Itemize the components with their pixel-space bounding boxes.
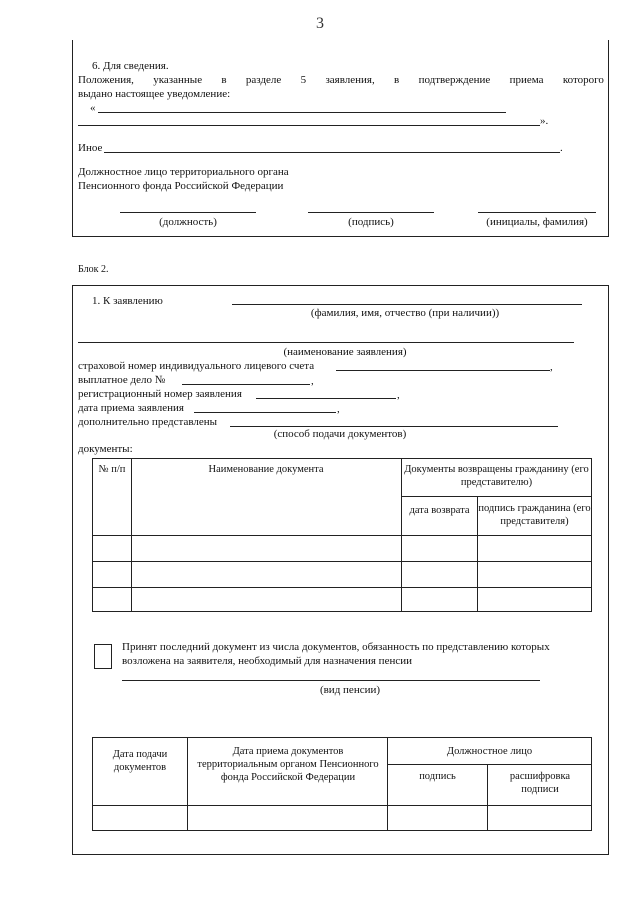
pension-type-line[interactable]	[122, 680, 540, 681]
body-word: в	[394, 74, 400, 86]
payment-comma: ,	[311, 375, 314, 387]
insurance-number-label: страховой номер индивидуального лицевого счета	[78, 360, 315, 372]
section6-title: 6. Для сведения.	[92, 60, 169, 72]
col-official-header: Должностное лицо	[446, 746, 533, 757]
position-caption: (должность)	[159, 216, 217, 228]
col-returned-header: Документы возвращены гражданину (его представителю)	[404, 464, 589, 489]
application-name-caption: (наименование заявления)	[283, 346, 407, 358]
official-line2: Пенсионного фонда Российской Федерации	[78, 180, 284, 192]
to-application-label: 1. К заявлению	[92, 295, 163, 307]
col-name-header: Наименование документа	[208, 464, 324, 475]
insurance-number-line[interactable]	[336, 370, 550, 371]
reg-number-line[interactable]	[256, 398, 396, 399]
date-comma: ,	[337, 403, 340, 415]
body-word: указанные	[153, 74, 203, 86]
name-caption: (инициалы, фамилия)	[486, 216, 588, 228]
body-word: 5	[300, 74, 307, 86]
additional-line[interactable]	[230, 426, 558, 427]
documents-label: документы:	[78, 443, 133, 455]
fio-caption: (фамилия, имя, отчество (при наличии))	[310, 307, 500, 319]
other-end: .	[560, 142, 563, 154]
col-num-header: № п/п	[98, 464, 126, 475]
receipt-date-line[interactable]	[194, 412, 336, 413]
accepted-checkbox[interactable]	[94, 644, 112, 669]
name-line[interactable]	[478, 212, 596, 213]
payment-case-label: выплатное дело №	[78, 374, 166, 386]
col-return-sign-header: подпись гражданина (его представителя)	[478, 503, 591, 528]
fio-line[interactable]	[232, 304, 582, 305]
page-number: 3	[316, 15, 324, 32]
additional-label: дополнительно представлены	[78, 416, 218, 428]
pension-type-caption: (вид пенсии)	[319, 684, 381, 696]
col-return-date-header: дата возврата	[409, 505, 470, 516]
section6-body-line2: выдано настоящее уведомление:	[78, 88, 231, 100]
notice-line-1[interactable]	[98, 112, 506, 113]
other-line[interactable]	[104, 152, 560, 153]
col-submit-date-header: Дата подачи документов	[112, 749, 168, 774]
notice-line-2[interactable]	[78, 125, 540, 126]
quote-close: ».	[540, 115, 549, 127]
body-word: Положения,	[78, 74, 134, 86]
insurance-comma: ,	[550, 361, 553, 373]
application-name-line[interactable]	[78, 342, 574, 343]
col-receive-date-header: Дата приема документов территориальным органом Пенсионного фонда Российской Федерации	[197, 746, 379, 784]
body-word: заявления,	[325, 74, 375, 86]
body-word: приема	[509, 74, 544, 86]
position-line[interactable]	[120, 212, 256, 213]
method-caption: (способ подачи документов)	[273, 428, 407, 440]
block2-label: Блок 2.	[78, 264, 109, 275]
body-word: разделе	[245, 74, 282, 86]
body-word: подтверждение	[418, 74, 491, 86]
col-decode-header: расшифровка подписи	[509, 771, 571, 796]
body-word: которого	[562, 74, 604, 86]
body-word: в	[221, 74, 227, 86]
signature-caption: (подпись)	[348, 216, 394, 228]
col-sign-header: подпись	[419, 771, 456, 782]
signature-line[interactable]	[308, 212, 434, 213]
reg-number-label: регистрационный номер заявления	[78, 388, 242, 400]
accepted-text-line2: возложена на заявителя, необходимый для назначения пенсии	[122, 655, 412, 667]
reg-comma: ,	[397, 389, 400, 401]
accepted-text-line1: Принят последний документ из числа документов, обязанность по представлению которых	[122, 641, 550, 653]
quote-open: «	[90, 102, 96, 114]
other-label: Иное	[78, 142, 103, 154]
receipt-date-label: дата приема заявления	[78, 402, 184, 414]
official-line1: Должностное лицо территориального органа	[78, 166, 289, 178]
section6-body-line1	[78, 74, 604, 87]
payment-case-line[interactable]	[182, 384, 310, 385]
